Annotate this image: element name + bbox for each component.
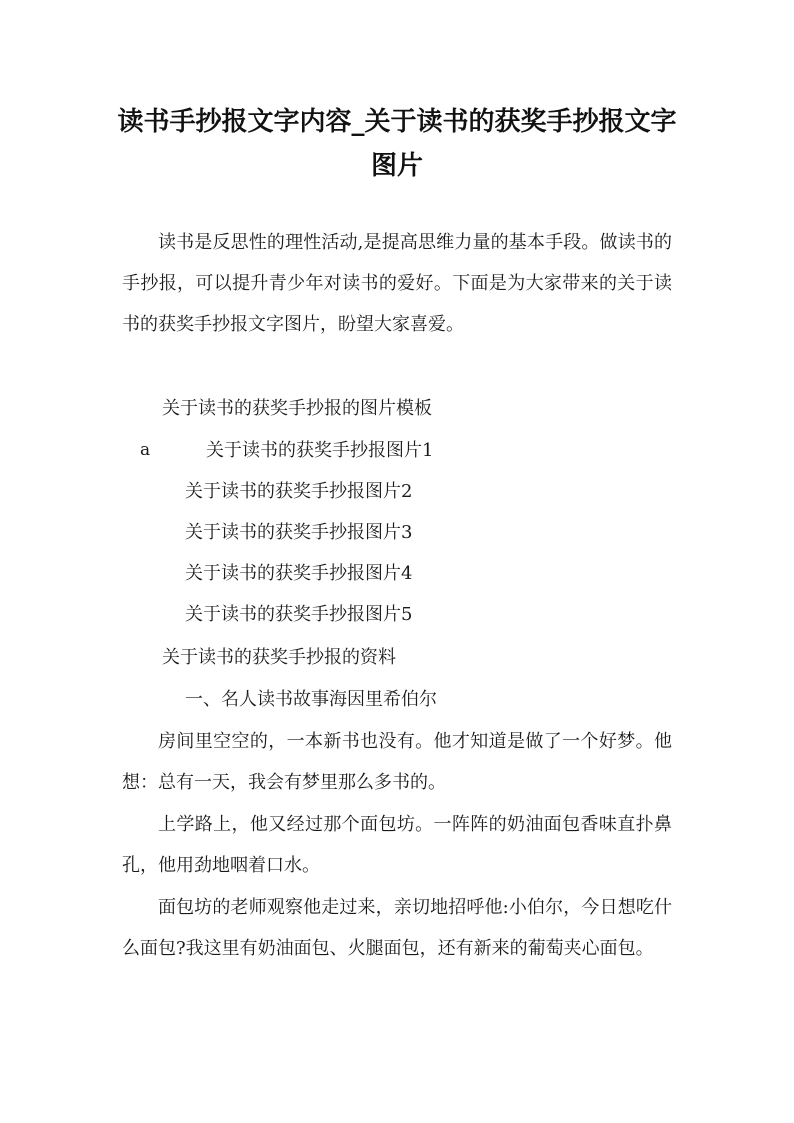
image-caption-1: 关于读书的获奖手抄报图片1 [206, 440, 434, 461]
image-caption-4: 关于读书的获奖手抄报图片4 [185, 563, 413, 584]
list-marker: a [140, 440, 151, 460]
image-caption-5: 关于读书的获奖手抄报图片5 [185, 604, 413, 625]
image-caption-2: 关于读书的获奖手抄报图片2 [185, 481, 413, 502]
story-paragraph-3: 面包坊的老师观察他走过来，亲切地招呼他:小伯尔，今日想吃什么面包?我这里有奶油面包、火腿面包，还有新来的葡萄夹心面包。 [122, 897, 672, 959]
story-heading: 一、名人读书故事海因里希伯尔 [185, 689, 437, 710]
intro-paragraph: 读书是反思性的理性活动,是提高思维力量的基本手段。做读书的手抄报，可以提升青少年对读书的爱好。下面是为大家带来的关于读书的获奖手抄报文字图片，盼望大家喜爱。 [122, 232, 672, 335]
document-title: 读书手抄报文字内容_关于读书的获奖手抄报文字图片 [117, 107, 677, 181]
image-caption-3: 关于读书的获奖手抄报图片3 [185, 522, 413, 543]
story-paragraph-2: 上学路上，他又经过那个面包坊。一阵阵的奶油面包香味直扑鼻孔，他用劲地咽着口水。 [122, 814, 672, 876]
section-heading-materials: 关于读书的获奖手抄报的资料 [162, 647, 396, 668]
story-paragraph-1: 房间里空空的，一本新书也没有。他才知道是做了一个好梦。他想：总有一天，我会有梦里那么多书的。 [122, 731, 672, 793]
section-heading-templates: 关于读书的获奖手抄报的图片模板 [162, 398, 432, 419]
